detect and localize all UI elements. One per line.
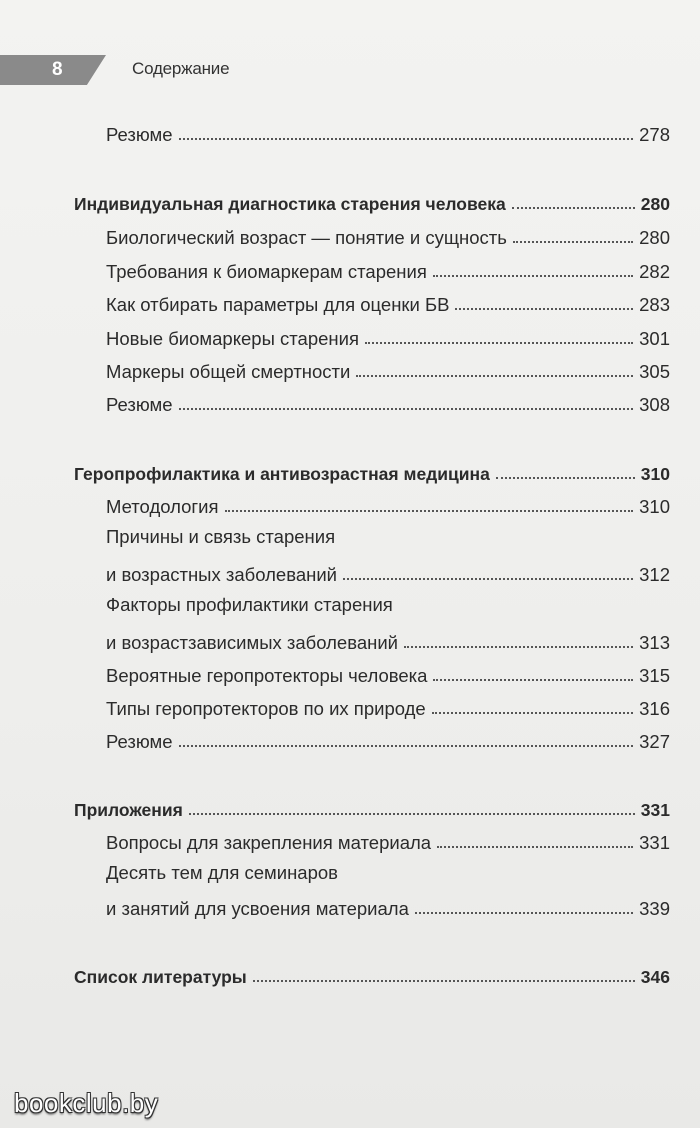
toc-entry-title: Резюме: [106, 731, 173, 752]
toc-section-title: Приложения: [74, 800, 183, 820]
toc-entry: [106, 353, 670, 383]
toc-section-heading: [74, 958, 670, 988]
dot-leader: [189, 813, 635, 815]
dot-leader: [432, 712, 633, 714]
dot-leader: [455, 308, 633, 310]
toc-entry: [106, 723, 670, 753]
toc-entry: [106, 488, 670, 518]
toc-entry: [106, 657, 670, 687]
toc-entry-title: Вопросы для закрепления материала: [106, 832, 432, 853]
toc-entry: [106, 624, 670, 654]
toc-entry: [106, 116, 670, 146]
toc-entry-page: 312: [639, 564, 670, 585]
toc-entry-page: 283: [639, 294, 670, 315]
toc-section-heading: [74, 185, 670, 215]
toc-section-page: 331: [640, 800, 670, 820]
toc-entry-title-line1: Десять тем для семинаров: [106, 862, 338, 883]
toc-entry-title: Вероятные геропротекторы человека: [106, 665, 428, 686]
toc-section-page: 346: [640, 967, 670, 987]
toc-entry-title: и занятий для усвоения материала: [106, 898, 409, 919]
toc-entry: [106, 253, 670, 283]
dot-leader: [404, 646, 633, 648]
dot-leader: [343, 578, 633, 580]
toc-entry-page: 301: [639, 328, 670, 349]
dot-leader: [433, 679, 633, 681]
toc-section-page: 310: [640, 464, 670, 484]
toc-entry-title: Маркеры общей смертности: [106, 361, 351, 382]
toc-entry: [106, 320, 670, 350]
toc-entry-page: 280: [639, 227, 670, 248]
dot-leader: [512, 207, 635, 209]
dot-leader: [179, 745, 634, 747]
toc-entry-title: Типы геропротекторов по их природе: [106, 698, 426, 719]
toc-section-heading: [74, 455, 670, 485]
dot-leader: [496, 477, 635, 479]
toc-entry-title: Как отбирать параметры для оценки БВ: [106, 294, 450, 315]
toc-entry-title: Новые биомаркеры старения: [106, 328, 359, 349]
toc-entry-page: 339: [639, 898, 670, 919]
dot-leader: [179, 408, 634, 410]
dot-leader: [253, 980, 635, 982]
toc-entry: [106, 286, 670, 316]
toc-entry: [106, 219, 670, 249]
toc-section-title: Геропрофилактика и антивозрастная медицина: [74, 464, 490, 484]
toc-entry-title-line1: Причины и связь старения: [106, 526, 336, 547]
toc-entry-title-line1: Факторы профилактики старения: [106, 594, 393, 615]
dot-leader: [437, 846, 633, 848]
toc-entry: [106, 386, 670, 416]
toc-entry-title: Методология: [106, 496, 219, 517]
dot-leader: [365, 342, 633, 344]
toc-section-title: Список литературы: [74, 967, 247, 987]
toc-entry-page: 282: [639, 261, 670, 282]
toc-entry-title: и возрастзависимых заболеваний: [106, 632, 399, 653]
toc-entry-page: 310: [639, 496, 670, 517]
toc-entry: [106, 690, 670, 720]
toc-entry-page: 315: [639, 665, 670, 686]
toc-entry-page: 327: [639, 731, 670, 752]
toc-entry-title: Биологический возраст — понятие и сущность: [106, 227, 507, 248]
toc-entry-page: 305: [639, 361, 670, 382]
toc-entry-title: Резюме: [106, 394, 173, 415]
toc-entry: [106, 824, 670, 854]
toc-entry-page: 331: [639, 832, 670, 853]
toc-entry-page: 308: [639, 394, 670, 415]
toc-entry-page: 313: [639, 632, 670, 653]
page-number: 8: [52, 59, 63, 80]
toc-entry: [106, 556, 670, 586]
running-title: Содержание: [132, 59, 230, 78]
dot-leader: [356, 375, 633, 377]
toc-section-heading: [74, 791, 670, 821]
toc-entry-title: Требования к биомаркерам старения: [106, 261, 427, 282]
dot-leader: [513, 241, 633, 243]
dot-leader: [179, 138, 634, 140]
watermark-text: bookclub.by: [14, 1088, 159, 1118]
toc-entry-page: 278: [639, 124, 670, 145]
toc-section-page: 280: [640, 194, 670, 214]
dot-leader: [415, 912, 633, 914]
toc-entry-title: и возрастных заболеваний: [106, 564, 337, 585]
toc-section-title: Индивидуальная диагностика старения человека: [74, 194, 506, 214]
dot-leader: [433, 275, 633, 277]
dot-leader: [225, 510, 634, 512]
toc-entry: [106, 890, 670, 920]
toc-entry-title: Резюме: [106, 124, 173, 145]
toc-entry-page: 316: [639, 698, 670, 719]
running-header: [0, 55, 700, 85]
